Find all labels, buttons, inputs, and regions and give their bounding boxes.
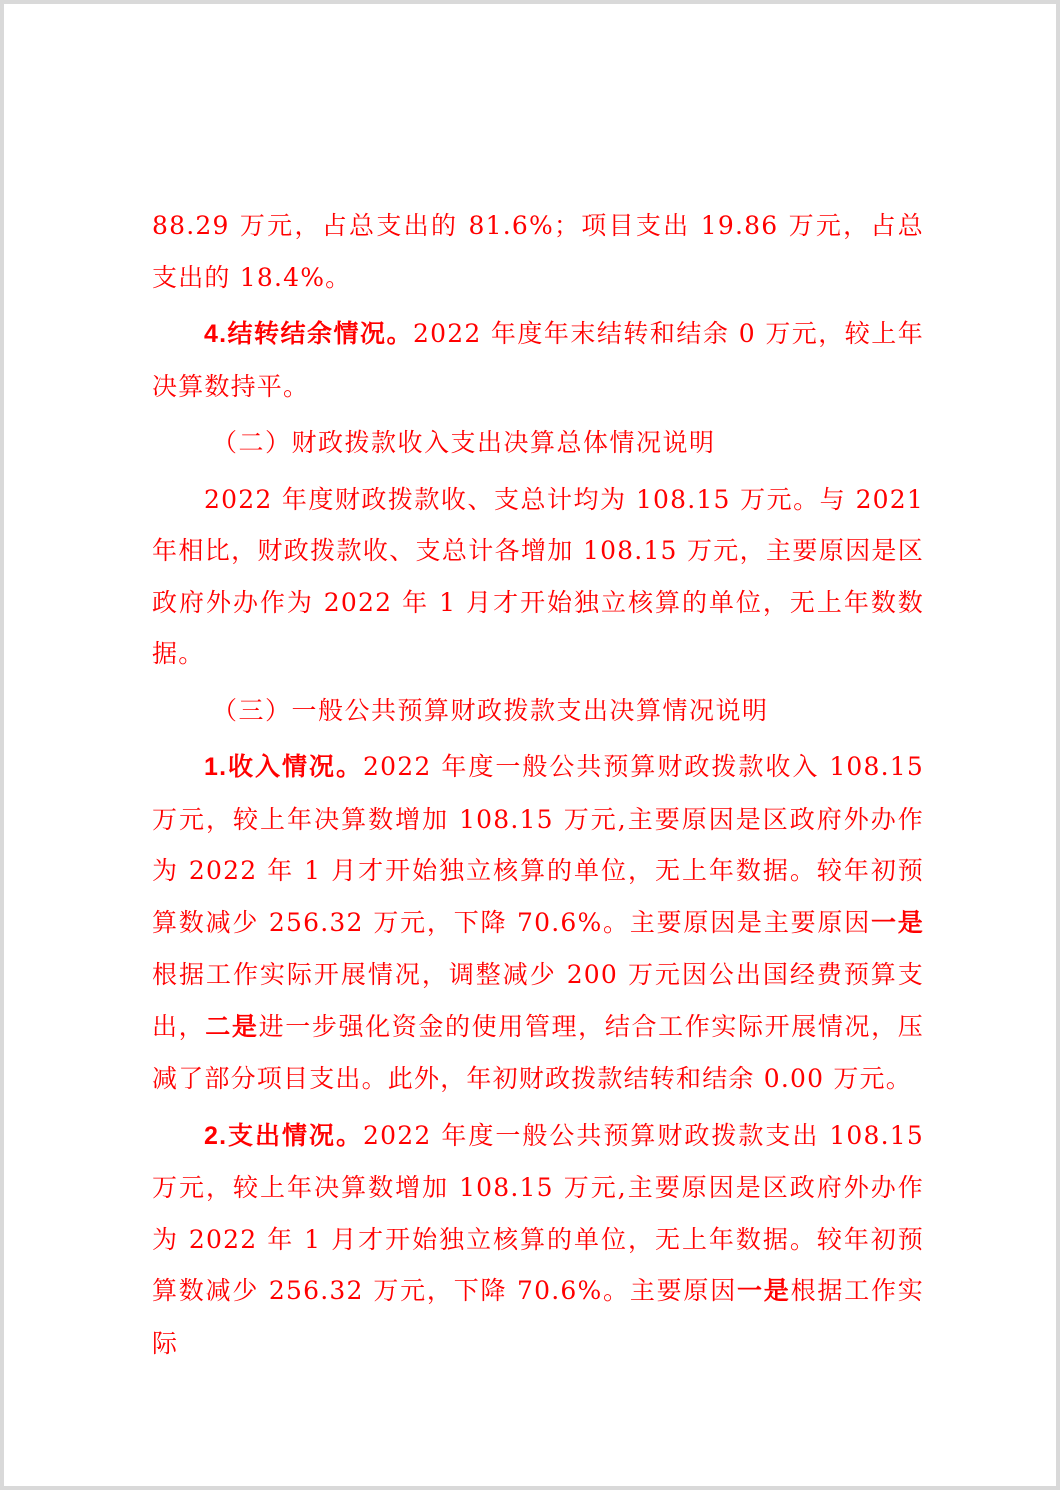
paragraph-income — [152, 741, 924, 1105]
document-body — [152, 200, 924, 1374]
section-heading-2-text: （二）财政拨款收入支出决算总体情况说明 — [212, 428, 716, 457]
expenditure-text-b: 根据工作实际 — [152, 1276, 924, 1358]
carryover-label: 4.结转结余情况。 — [204, 320, 414, 348]
section-heading-3 — [152, 685, 924, 737]
paragraph-carryover — [152, 308, 924, 412]
section-heading-2 — [152, 417, 924, 469]
document-page — [4, 4, 1056, 1486]
paragraph-expenditure — [152, 1110, 924, 1370]
paragraph-expense-breakdown — [152, 200, 924, 303]
fiscal-total-text: 2022 年度财政拨款收、支总计均为 108.15 万元。与 2021 年相比，财政拨款收、支总计各增加 108.15 万元，主要原因是区政府外办作为 2022 年 1 月才开始独立核算的单位，无上年数数据。 — [152, 484, 924, 668]
income-bold-second: 二是 — [205, 1012, 259, 1041]
expenditure-label: 2.支出情况。 — [204, 1121, 364, 1150]
section-heading-3-text: （三）一般公共预算财政拨款支出决算情况说明 — [212, 695, 769, 725]
income-text-b: 根据工作实际开展情况，调整减少 200 万元因公出国经费预算支出， — [152, 960, 924, 1041]
expenditure-text-a: 2022 年度一般公共预算财政拨款支出 108.15 万元，较上年决算数增加 108.15 万元,主要原因是区政府外办作为 2022 年 1 月才开始独立核算的单位，无上年数据。较年初预算数减少 256.32 万元，下降 70.6%。主要原因 — [152, 1120, 924, 1305]
income-label: 1.收入情况。 — [204, 753, 364, 781]
carryover-text: 2022 年度年末结转和结余 0 万元，较上年决算数持平。 — [152, 319, 924, 401]
income-text-a: 2022 年度一般公共预算财政拨款收入 108.15 万元，较上年决算数增加 108.15 万元,主要原因是区政府外办作为 2022 年 1 月才开始独立核算的单位，无上年数据。较年初预算数减少 256.32 万元，下降 70.6%。主要原因是主要原因 — [152, 752, 924, 937]
expenditure-bold-first: 一是 — [737, 1277, 791, 1305]
paragraph-fiscal-total — [152, 474, 924, 680]
income-bold-first: 一是 — [871, 908, 924, 937]
expense-breakdown-text: 88.29 万元，占总支出的 81.6%；项目支出 19.86 万元，占总支出的 18.4%。 — [152, 211, 924, 292]
income-text-c: 进一步强化资金的使用管理，结合工作实际开展情况，压减了部分项目支出。此外，年初财政拨款结转和结余 0.00 万元。 — [152, 1011, 924, 1093]
